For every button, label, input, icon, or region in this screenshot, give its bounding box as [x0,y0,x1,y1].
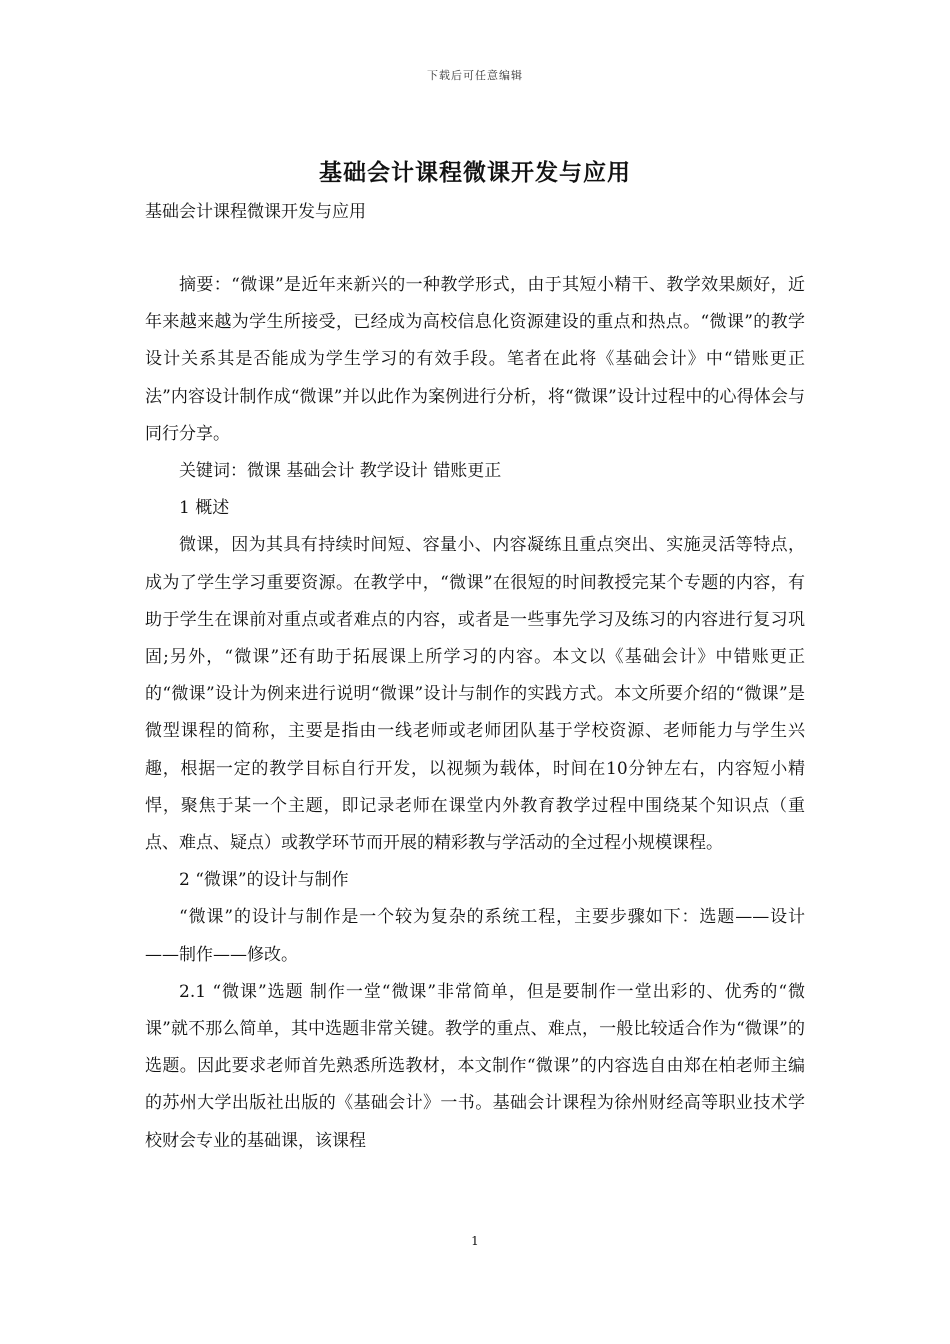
keywords-paragraph: 关键词：微课 基础会计 教学设计 错账更正 [179,461,502,482]
blank-line [145,229,805,267]
document-body [145,195,805,1160]
document-subtitle: 基础会计课程微课开发与应用 [145,202,366,222]
section-heading-overview: 1 概述 [179,498,230,519]
page-number: 1 [471,1234,479,1248]
abstract-paragraph: 摘要：“微课”是近年来新兴的一种教学形式，由于其短小精干、教学效果颇好，近年来越来越为学生所接受，已经成为高校信息化资源建设的重点和热点。“微课”的教学设计关系其是否能成为学生学习的有效手段。笔者在此将《基础会计》中“错账更正法”内容设计制作成“微课”并以此作为案例进行分析，将“微课”设计过程中的心得体会与同行分享。 [145,275,805,444]
header-note: 下载后可任意编辑 [427,69,523,82]
design-steps-paragraph: “微课”的设计与制作是一个较为复杂的系统工程，主要步骤如下：选题——设计——制作——修改。 [145,907,805,965]
document-title: 基础会计课程微课开发与应用 [319,159,631,186]
overview-paragraph: 微课，因为其具有持续时间短、容量小、内容凝练且重点突出、实施灵活等特点，成为了学生学习重要资源。在教学中，“微课”在很短的时间教授完某个专题的内容，有助于学生在课前对重点或者难点的内容，或者是一些事先学习及练习的内容进行复习巩固;另外，“微课”还有助于拓展课上所学习的内容。本文以《基础会计》中错账更正的“微课”设计为例来进行说明“微课”设计与制作的实践方式。本文所要介绍的“微课”是微型课程的简称，主要是指由一线老师或老师团队基于学校资源、老师能力与学生兴趣，根据一定的教学目标自行开发，以视频为载体，时间在10分钟左右，内容短小精悍，聚焦于某一个主题，即记录老师在课堂内外教育教学过程中围绕某个知识点（重点、难点、疑点）或教学环节而开展的精彩教与学活动的全过程小规模课程。 [145,535,805,854]
topic-selection-paragraph: 2.1 “微课”选题 制作一堂“微课”非常简单，但是要制作一堂出彩的、优秀的“微课”就不那么简单，其中选题非常关键。教学的重点、难点，一般比较适合作为“微课”的选题。因此要求老师首先熟悉所选教材，本文制作“微课”的内容选自由郑在柏老师主编的苏州大学出版社出版的《基础会计》一书。基础会计课程为徐州财经高等职业技术学校财会专业的基础课，该课程 [145,981,805,1151]
section-heading-design: 2 “微课”的设计与制作 [179,870,349,891]
